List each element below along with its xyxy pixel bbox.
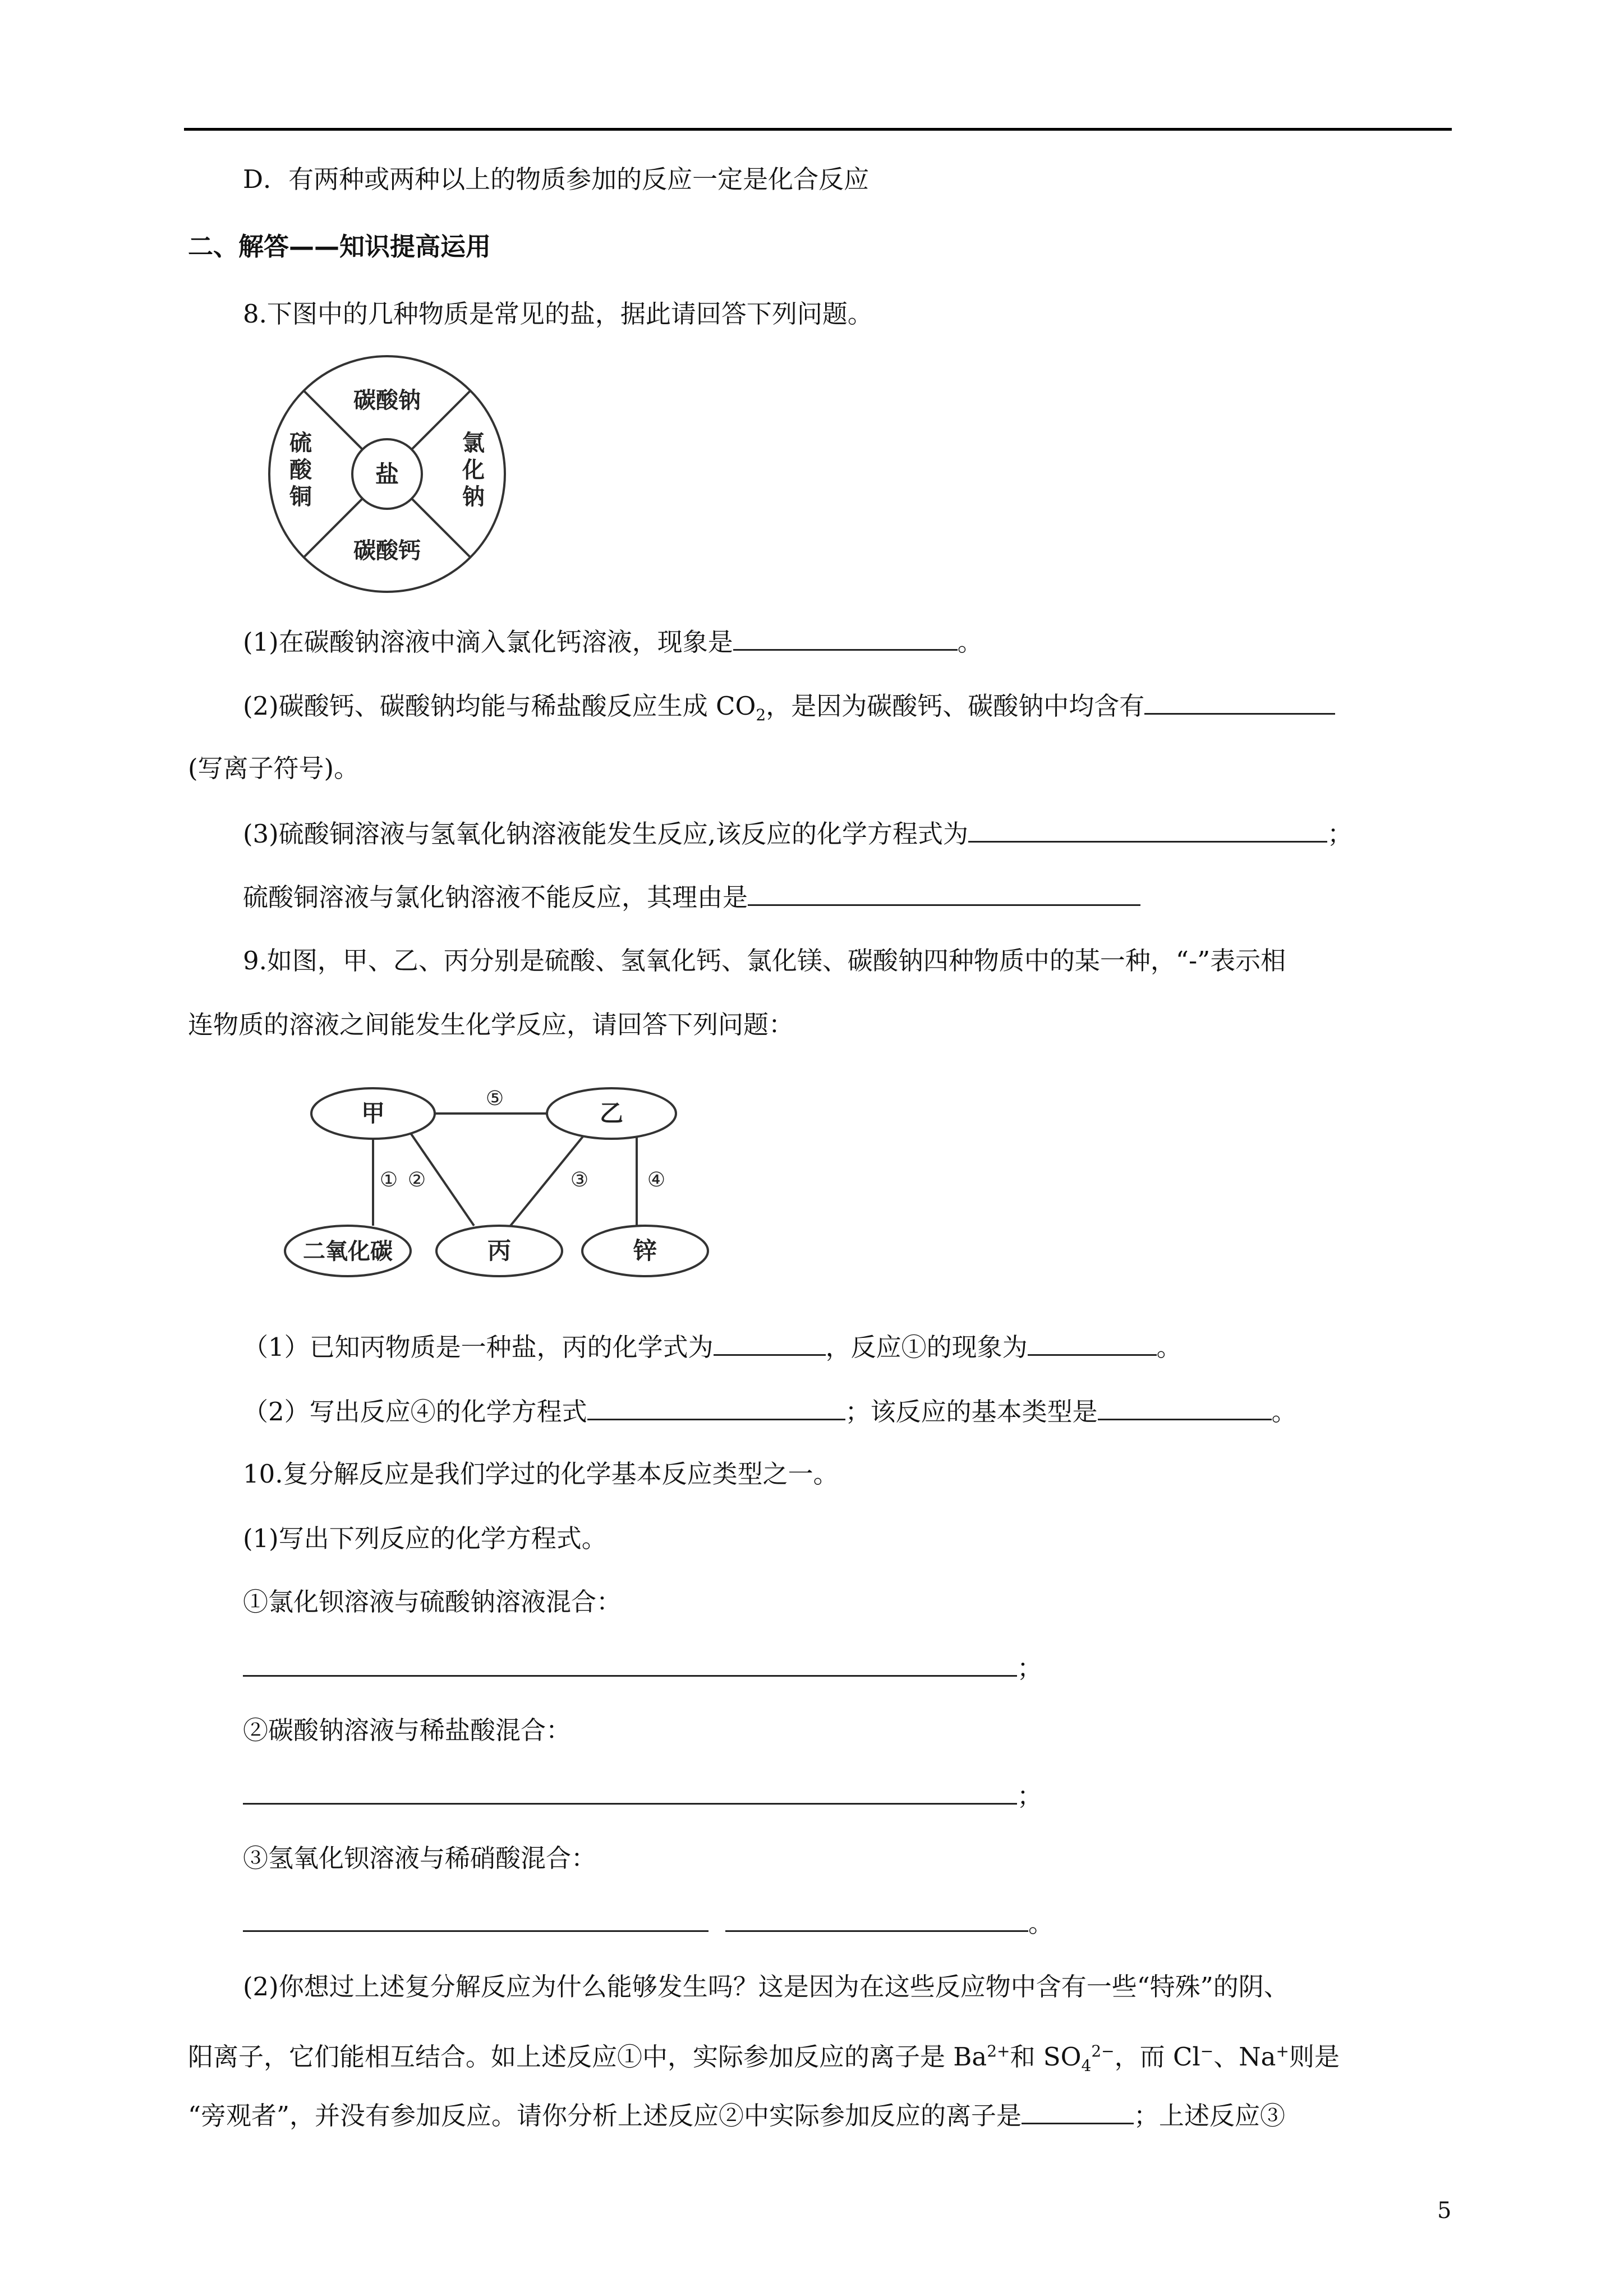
wheel-bottom-label: 碳酸钙 [353, 538, 421, 564]
answer-blank[interactable] [1028, 1329, 1157, 1356]
answer-blank[interactable] [1022, 2098, 1134, 2124]
salt-wheel-diagram [264, 351, 510, 597]
answer-blank[interactable] [243, 1906, 709, 1932]
q10-part1: (1)写出下列反应的化学方程式。 [243, 1524, 607, 1553]
answer-blank[interactable] [1098, 1394, 1272, 1420]
q8-part1: (1)在碳酸钠溶液中滴入氯化钙溶液，现象是 。 [243, 624, 983, 659]
reaction-3-label: ③ [570, 1168, 589, 1191]
q7-option-d: D．有两种或两种以上的物质参加的反应一定是化合反应 [243, 164, 869, 194]
answer-blank[interactable] [587, 1394, 845, 1420]
reaction-1-label: ① [379, 1168, 398, 1191]
wheel-center-label: 盐 [375, 461, 399, 488]
answer-blank[interactable] [725, 1906, 1028, 1932]
node-bing: 丙 [487, 1237, 512, 1264]
page-number: 5 [1437, 2198, 1452, 2224]
q9-stem-line2: 连物质的溶液之间能发生化学反应，请回答下列问题： [188, 1010, 794, 1039]
q10-item2: ②碳酸钠溶液与稀盐酸混合： [243, 1715, 572, 1745]
q10-item2-answer: ； [243, 1778, 1042, 1813]
q10-part2-line1: (2)你想过上述复分解反应为什么能够发生吗？这是因为在这些反应物中含有一些“特殊”的阴、 [243, 1972, 1289, 2001]
reaction-4-label: ④ [647, 1168, 666, 1191]
q8-part3: (3)硫酸铜溶液与氢氧化钠溶液能发生反应,该反应的化学方程式为 ； [243, 816, 1352, 851]
answer-blank[interactable] [243, 1778, 1017, 1805]
reaction-network-diagram [280, 1080, 718, 1287]
q8-part2: (2)碳酸钙、碳酸钠均能与稀盐酸反应生成 $CO_2$，是因为碳酸钙、碳酸钠中均含有 [243, 688, 1335, 732]
node-jia: 甲 [361, 1099, 385, 1127]
answer-blank[interactable] [714, 1329, 826, 1356]
answer-blank[interactable] [733, 624, 958, 651]
answer-blank[interactable] [1144, 688, 1335, 715]
answer-blank[interactable] [243, 1650, 1017, 1677]
reaction-2-label: ② [407, 1168, 426, 1191]
node-co2: 二氧化碳 [303, 1239, 393, 1264]
q9-part1: （1）已知丙物质是一种盐，丙的化学式为 ，反应①的现象为 。 [243, 1329, 1182, 1364]
section-title: 二、解答——知识提高运用 [188, 232, 491, 261]
answer-blank[interactable] [748, 880, 1140, 906]
q9-part2: （2）写出反应④的化学方程式 ；该反应的基本类型是 。 [243, 1394, 1297, 1429]
q9-stem-line1: 9.如图，甲、乙、丙分别是硫酸、氢氧化钙、氯化镁、碳酸钠四种物质中的某一种，“-”表示相 [243, 946, 1286, 976]
q8-stem: 8.下图中的几种物质是常见的盐，据此请回答下列问题。 [243, 299, 873, 329]
q10-item1-answer: ； [243, 1650, 1042, 1685]
answer-blank[interactable] [968, 816, 1327, 843]
q8-part3-reason: 硫酸铜溶液与氯化钠溶液不能反应，其理由是 [243, 880, 1140, 914]
q10-item3-answer: 。 [243, 1906, 1053, 1940]
wheel-top-label: 碳酸钠 [353, 388, 421, 413]
wheel-left-label: 硫酸铜 [289, 430, 312, 510]
header-rule [184, 128, 1452, 131]
q10-item3: ③氢氧化钡溶液与稀硝酸混合： [243, 1843, 597, 1873]
reaction-5-label: ⑤ [485, 1087, 504, 1110]
q10-item1: ①氯化钡溶液与硫酸钠溶液混合： [243, 1587, 622, 1617]
node-zinc: 锌 [633, 1237, 657, 1264]
wheel-right-label: 氯化钠 [462, 430, 485, 510]
q10-part2-line3: “旁观者”，并没有参加反应。请你分析上述反应②中实际参加反应的离子是 ；上述反应③ [188, 2098, 1285, 2133]
q8-part2-cont: (写离子符号)。 [188, 753, 360, 783]
q10-part2-line2: 阳离子，它们能相互结合。如上述反应①中，实际参加反应的离子是 $Ba^{2+}$和 $SO_4^{2-}$，而 Cl−、Na+则是 [188, 2042, 1340, 2075]
node-yi: 乙 [599, 1099, 624, 1127]
q10-stem: 10.复分解反应是我们学过的化学基本反应类型之一。 [243, 1459, 839, 1489]
